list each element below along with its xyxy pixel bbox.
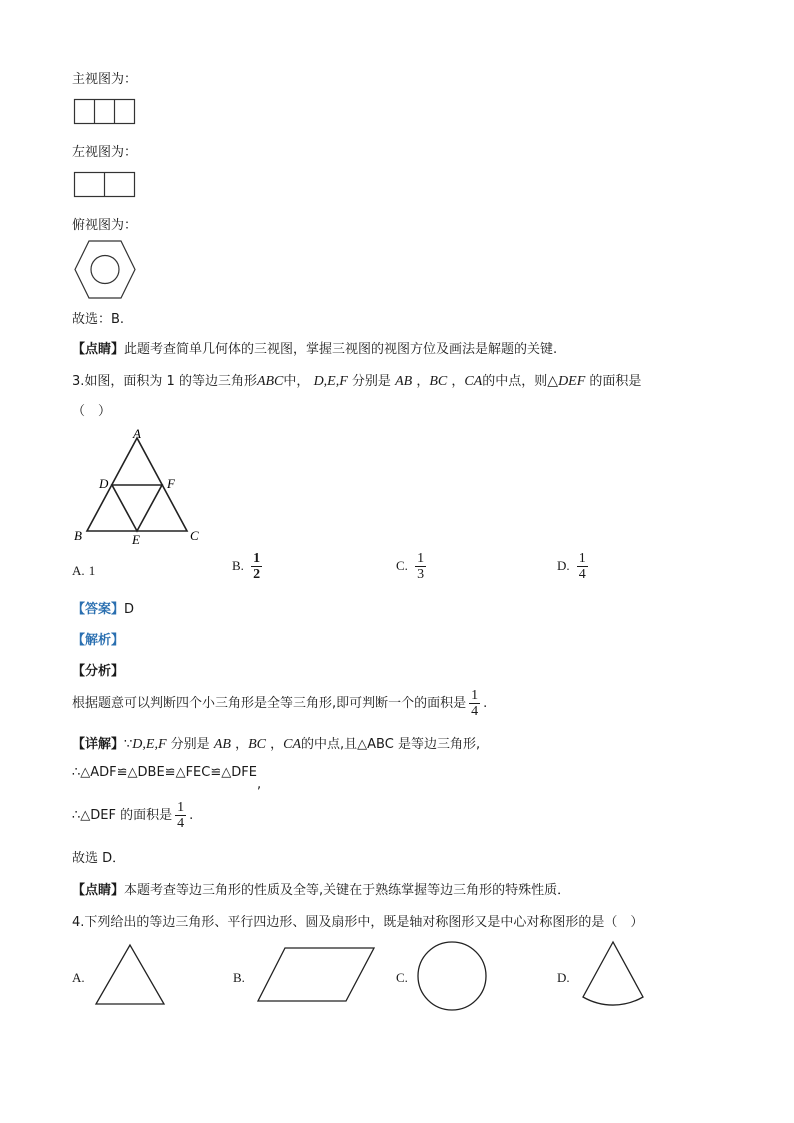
- q4-stem: 4.下列给出的等边三角形、平行四边形、圆及扇形中，既是轴对称图形又是中心对称图形的是（ ）: [72, 915, 644, 930]
- q3-triangle-def: △DEF: [547, 374, 586, 389]
- label-D: D: [99, 476, 109, 491]
- frac-denominator: 3: [417, 567, 425, 582]
- q3-analysis-sub: 【分析】: [72, 664, 125, 679]
- because-symbol: ∵: [124, 737, 133, 752]
- front-view-figure: [74, 99, 136, 125]
- detail-text: 的中点,且△ABC 是等边三角形,: [301, 737, 481, 752]
- sector-icon: [580, 940, 646, 1006]
- q3-option-b: [232, 551, 265, 582]
- analysis-text: 根据题意可以判断四个小三角形是全等三角形,即可判断一个的面积是: [72, 696, 467, 711]
- detail-comma: ，: [235, 737, 249, 752]
- detail-segment: AB: [213, 737, 231, 752]
- label-A: A: [133, 426, 141, 441]
- q3-detail-line1: [72, 733, 480, 753]
- frac-denominator: 2: [253, 567, 261, 582]
- circle-icon: [416, 940, 488, 1012]
- q3-option-c: [396, 551, 429, 582]
- period: .: [483, 696, 488, 711]
- q3-paren: （ ）: [72, 404, 112, 419]
- detail-tag: 【详解】: [72, 737, 125, 752]
- trailing-comma: ,: [256, 777, 262, 792]
- label-C: C: [190, 528, 199, 543]
- q4-option-b-label: B.: [233, 970, 245, 985]
- left-view-figure: [74, 172, 136, 198]
- q3-stem-text: 的中点，则: [482, 374, 548, 389]
- q3-option-a: [72, 563, 95, 579]
- left-view-label: 左视图为：: [72, 145, 138, 160]
- option-label: B.: [232, 558, 244, 573]
- q3-choose: 故选 D．: [72, 851, 126, 866]
- frac-numerator: 1: [417, 551, 425, 566]
- frac-numerator: 1: [253, 551, 261, 566]
- q3-segment: CA: [464, 374, 483, 389]
- q4-option-c-label: C.: [396, 970, 408, 985]
- q3-stem-text: 分别是: [351, 374, 391, 389]
- q4-option-d-label: D.: [557, 970, 570, 985]
- label-F: F: [167, 476, 175, 491]
- comment-tag: 【点睛】: [72, 342, 125, 357]
- q3-points: D,E,F: [313, 374, 348, 389]
- frac-numerator: 1: [471, 688, 479, 703]
- q2-comment: [72, 338, 557, 357]
- frac-denominator: 4: [471, 704, 479, 719]
- comment-tag: 【点睛】: [72, 883, 125, 898]
- q3-triangle-figure: [70, 428, 210, 548]
- q2-answer-line: 故选：B.: [72, 312, 125, 327]
- q3-stem-text: 中，: [283, 374, 310, 389]
- label-E: E: [132, 532, 140, 547]
- answer-value: D: [124, 602, 135, 617]
- q3-answer: [72, 598, 134, 617]
- detail-text: 分别是: [170, 737, 210, 752]
- top-view-figure: [74, 240, 136, 300]
- area-text: ∴△DEF 的面积是: [72, 808, 173, 823]
- q3-option-d: [557, 551, 591, 582]
- q4-option-a-label: A.: [72, 970, 85, 985]
- frac-denominator: 4: [177, 816, 185, 831]
- q3-analysis-text: [72, 688, 487, 719]
- frac-numerator: 1: [177, 800, 185, 815]
- parallelogram-icon: [257, 947, 377, 1003]
- q3-stem-text: 如图，面积为 1 的等边三角形: [84, 374, 257, 389]
- detail-comma: ，: [270, 737, 284, 752]
- q3-comma: ，: [416, 374, 430, 389]
- comment-text: 本题考查等边三角形的性质及全等,关键在于熟练掌握等边三角形的特殊性质．: [124, 883, 571, 898]
- option-value: 1: [88, 563, 96, 578]
- option-label: C.: [396, 558, 408, 573]
- frac-denominator: 4: [578, 567, 586, 582]
- top-view-label: 俯视图为：: [72, 218, 138, 233]
- answer-tag: 【答案】: [72, 602, 125, 617]
- option-label: D.: [557, 558, 570, 573]
- q3-comma: ，: [451, 374, 465, 389]
- q3-comment: [72, 879, 570, 898]
- option-label: A.: [72, 563, 85, 578]
- congruence-text: ∴△ADF≌△DBE≌△FEC≌△DFE: [72, 765, 257, 780]
- q3-triangle-name: ABC: [256, 374, 284, 389]
- period: .: [189, 808, 194, 823]
- equilateral-triangle-icon: [95, 944, 167, 1006]
- q3-analysis-tag: 【解析】: [72, 633, 125, 648]
- label-B: B: [74, 528, 82, 543]
- q3-stem: [72, 370, 641, 390]
- q3-area-line: [72, 800, 193, 831]
- detail-points: D,E,F: [132, 737, 167, 752]
- frac-numerator: 1: [578, 551, 586, 566]
- q3-segment: AB: [395, 374, 413, 389]
- detail-segment: CA: [283, 737, 302, 752]
- detail-segment: BC: [248, 737, 266, 752]
- q3-number: 3.: [72, 374, 85, 389]
- front-view-label: 主视图为：: [72, 72, 138, 87]
- q3-congruence: [72, 765, 262, 792]
- comment-text: 此题考查简单几何体的三视图，掌握三视图的视图方位及画法是解题的关键.: [124, 342, 558, 357]
- q3-segment: BC: [429, 374, 448, 389]
- q3-stem-text: 的面积是: [589, 374, 642, 389]
